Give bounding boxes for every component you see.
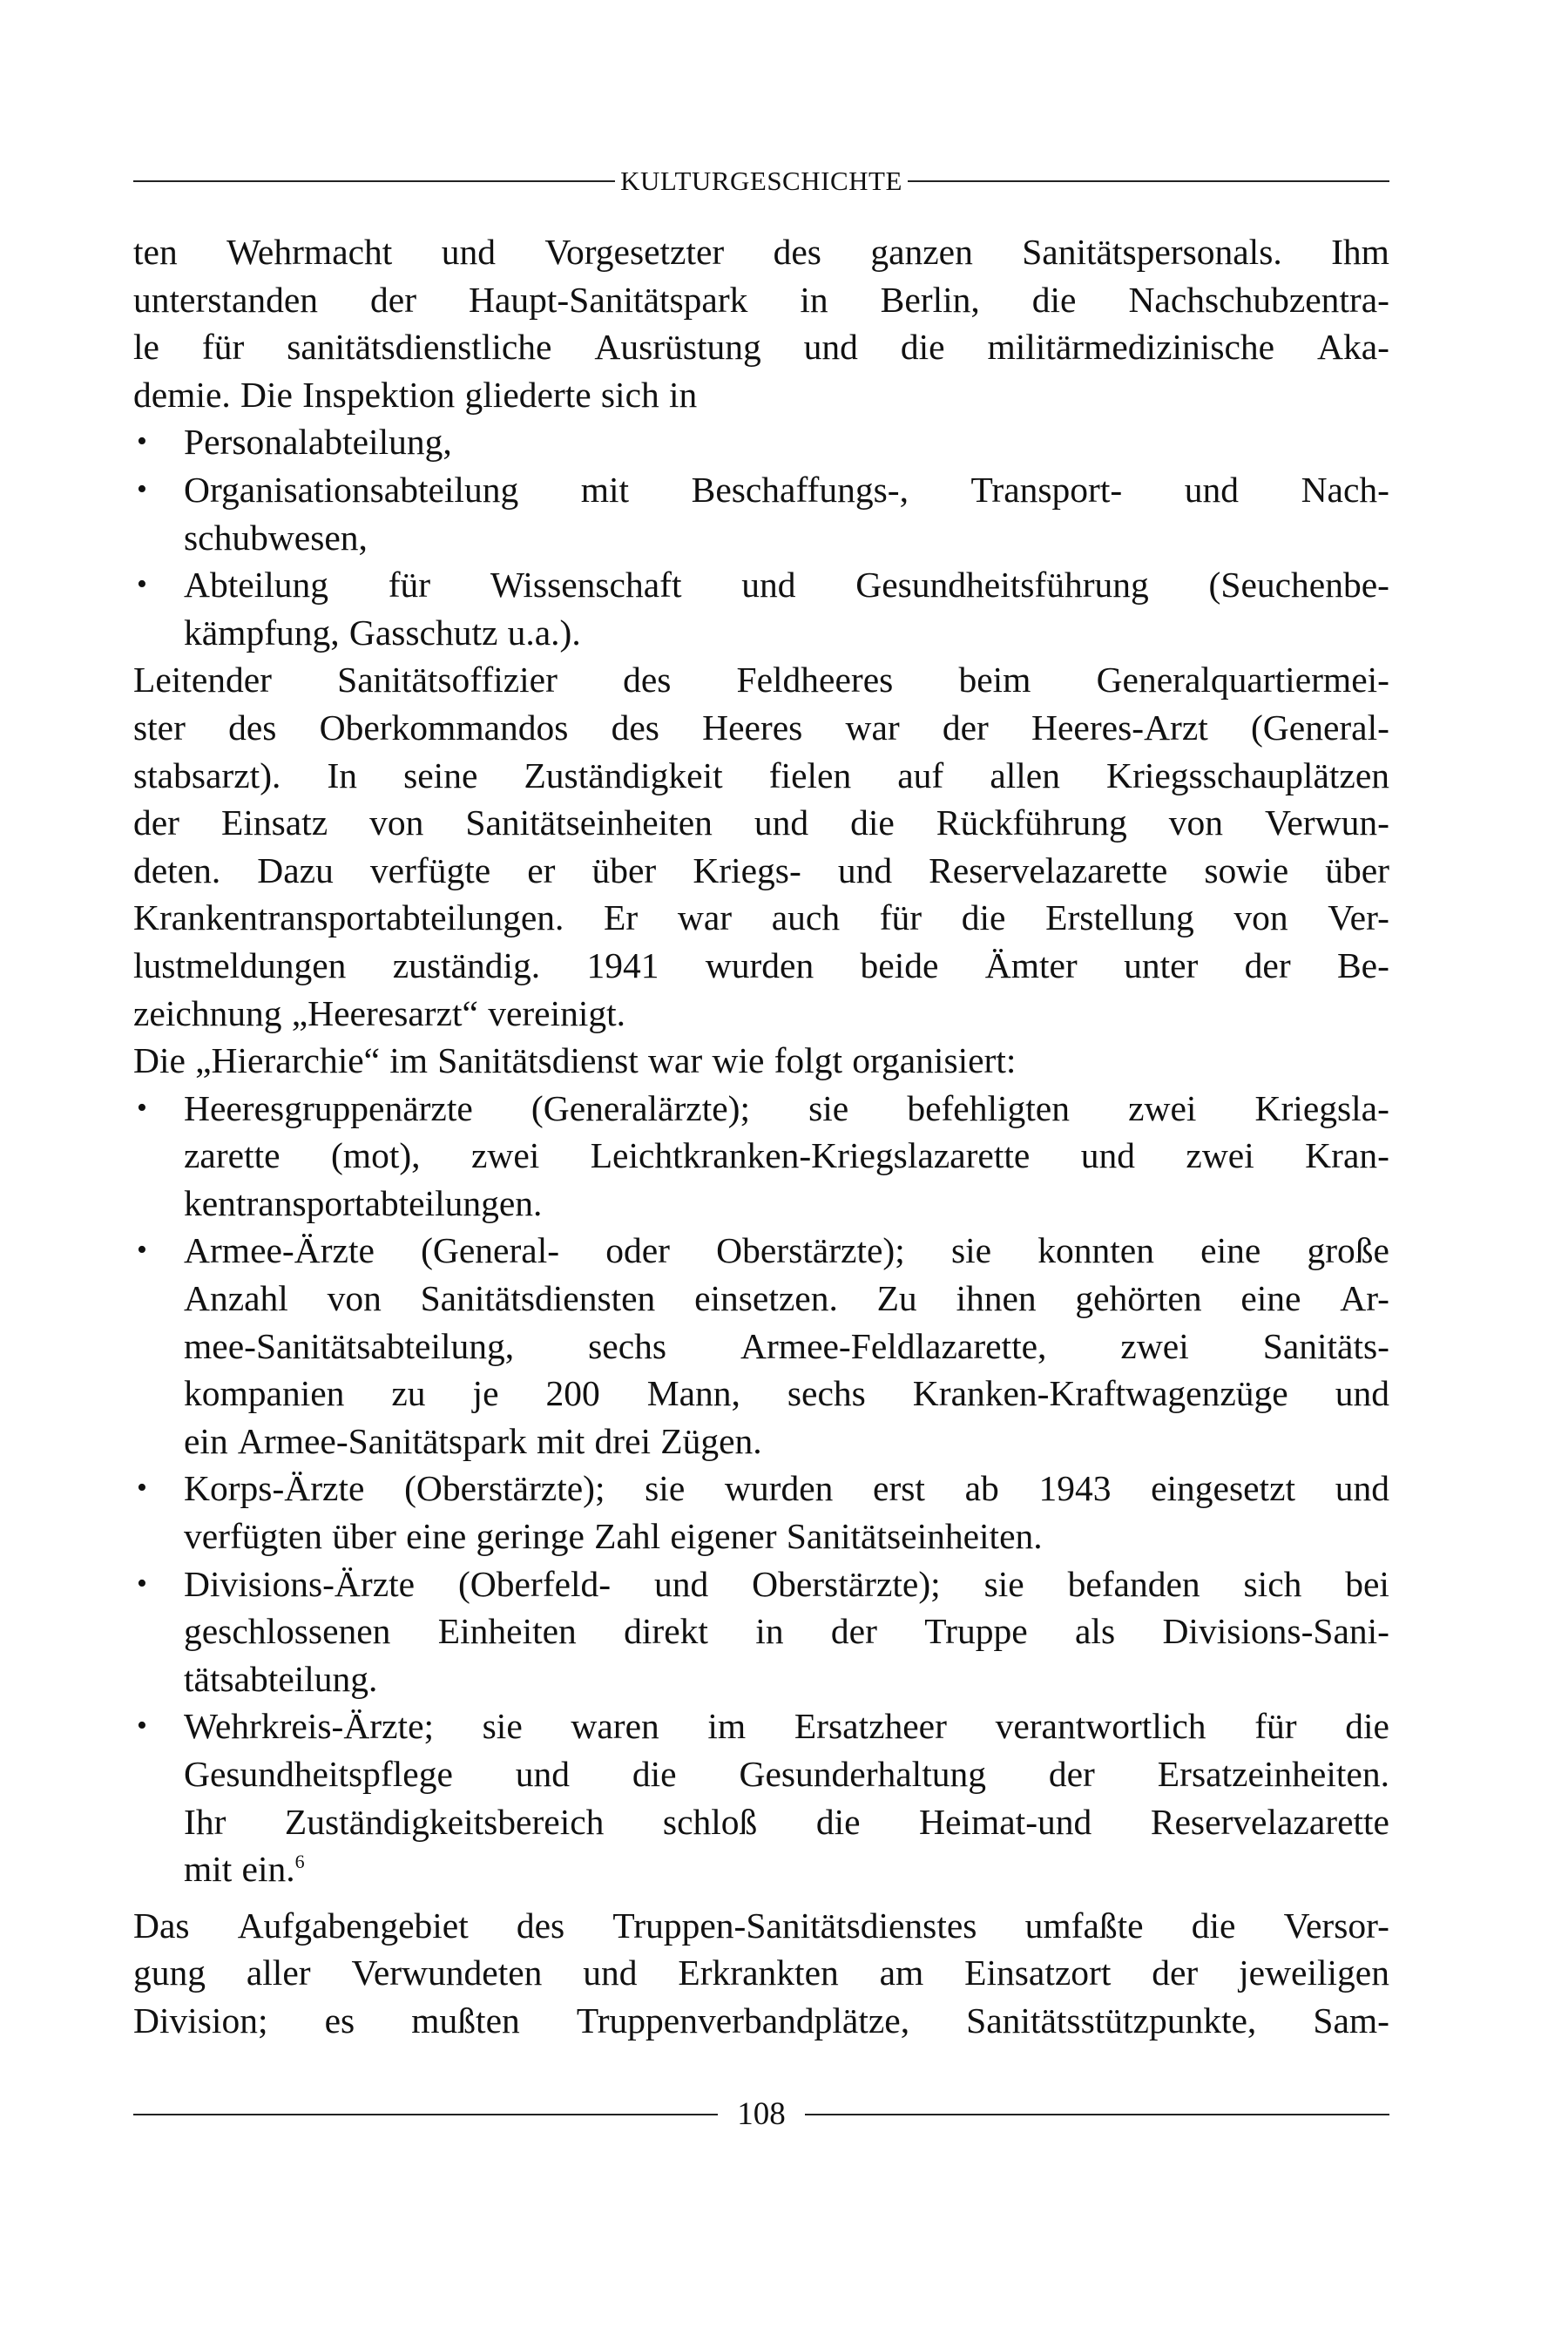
text-line: ten Wehrmacht und Vorgesetzter des ganzen Sanitätspersonals. Ihm [133, 232, 1389, 272]
footer-rule-left [133, 2114, 718, 2115]
running-head-title: KULTURGESCHICHTE [620, 166, 902, 196]
text-line: mee-Sanitätsabteilung, sechs Armee-Feldlazarette, zwei Sanitäts- [184, 1325, 1389, 1366]
text-line: gung aller Verwundeten und Erkrankten am Einsatzort der jeweiligen [133, 1953, 1389, 1993]
bullet-item [133, 1702, 1389, 1892]
text-line: Ihr Zuständigkeitsbereich schloß die Heimat-und Reservelazarette [184, 1801, 1389, 1842]
text-line: tätsabteilung. [184, 1658, 378, 1699]
text-line: stabsarzt). In seine Zuständigkeit fielen auf allen Kriegsschauplätzen [133, 755, 1389, 795]
bullet-icon: • [137, 1709, 147, 1743]
header-rule-left [133, 180, 615, 182]
text-line: • Abteilung für Wissenschaft und Gesundheitsführung (Seuchenbe- [133, 561, 1389, 609]
bullet-icon: • [137, 1472, 147, 1505]
paragraph [133, 228, 1389, 418]
bullet-icon: • [137, 1234, 147, 1267]
bullet-item [133, 1560, 1389, 1703]
text-line: zarette (mot), zwei Leichtkranken-Kriegslazarette und zwei Kran- [184, 1135, 1389, 1176]
text-line: Krankentransportabteilungen. Er war auch für die Erstellung von Ver- [133, 897, 1389, 938]
footer-rule-right [805, 2114, 1389, 2115]
paragraph-gap [133, 1893, 1389, 1902]
paragraph [133, 1037, 1389, 1085]
bullet-icon: • [137, 425, 147, 458]
text-line: verfügten über eine geringe Zahl eigener Sanitätseinheiten. [184, 1516, 1043, 1557]
bullet-item [133, 1465, 1389, 1560]
bullet-item [133, 1227, 1389, 1465]
page-footer [133, 2093, 1389, 2136]
paragraph [133, 656, 1389, 1037]
text-line: zeichnung „Heeresarzt“ vereinigt. [133, 992, 626, 1033]
text-line: Anzahl von Sanitätsdiensten einsetzen. Zu ihnen gehörten eine Ar- [184, 1278, 1389, 1319]
header-rule-right [908, 180, 1389, 182]
text-line: Division; es mußten Truppenverbandplätze, Sanitätsstützpunkte, Sam- [133, 2000, 1389, 2041]
bullet-item [133, 561, 1389, 656]
text-line: ein Armee-Sanitätspark mit drei Zügen. [184, 1420, 762, 1461]
text-line: • Heeresgruppenärzte (Generalärzte); sie befehligten zwei Kriegsla- [133, 1085, 1389, 1133]
text-line: Gesundheitspflege und die Gesunderhaltung der Ersatzeinheiten. [184, 1754, 1389, 1794]
text-line: lustmeldungen zuständig. 1941 wurden beide Ämter unter der Be- [133, 944, 1389, 985]
bullet-item [133, 418, 1389, 466]
page-number: 108 [737, 2096, 786, 2132]
body-text [133, 228, 1389, 2045]
text-line: • Organisationsabteilung mit Beschaffungs-, Transport- und Nach- [133, 466, 1389, 514]
text-line: geschlossenen Einheiten direkt in der Truppe als Divisions-Sani- [184, 1611, 1389, 1652]
text-line: deten. Dazu verfügte er über Kriegs- und Reservelazarette sowie über [133, 849, 1389, 890]
text-line: ster des Oberkommandos des Heeres war der Heeres-Arzt (General- [133, 707, 1389, 748]
text-line: mit ein.$^6$ [184, 1849, 305, 1890]
text-line: • Divisions-Ärzte (Oberfeld- und Oberstärzte); sie befanden sich bei [133, 1560, 1389, 1608]
bullet-icon: • [137, 568, 147, 601]
bullet-icon: • [137, 472, 147, 505]
text-line: Die „Hierarchie“ im Sanitätsdienst war wie folgt organisiert: [133, 1040, 1017, 1081]
text-line: Leitender Sanitätsoffizier des Feldheeres beim Generalquartiermei- [133, 660, 1389, 700]
bullet-icon: • [137, 1567, 147, 1600]
text-line: • Personalabteilung, [133, 418, 1389, 466]
text-line: • Wehrkreis-Ärzte; sie waren im Ersatzheer verantwortlich für die [133, 1702, 1389, 1750]
text-line: kompanien zu je 200 Mann, sechs Kranken-Kraftwagenzüge und [184, 1373, 1389, 1414]
text-line: Das Aufgabengebiet des Truppen-Sanitätsdienstes umfaßte die Versor- [133, 1905, 1389, 1946]
text-line: kentransportabteilungen. [184, 1182, 543, 1223]
text-line: der Einsatz von Sanitätseinheiten und die Rückführung von Verwun- [133, 802, 1389, 843]
bullet-item [133, 466, 1389, 561]
paragraph [133, 1902, 1389, 2045]
text-line: • Armee-Ärzte (General- oder Oberstärzte); sie konnten eine große [133, 1227, 1389, 1275]
text-line: kämpfung, Gasschutz u.a.). [184, 612, 581, 653]
text-line: schubwesen, [184, 517, 368, 558]
text-line: unterstanden der Haupt-Sanitätspark in Berlin, die Nachschubzentra- [133, 279, 1389, 320]
bullet-icon: • [137, 1091, 147, 1124]
text-line: • Korps-Ärzte (Oberstärzte); sie wurden erst ab 1943 eingesetzt und [133, 1465, 1389, 1513]
text-line: demie. Die Inspektion gliederte sich in [133, 374, 698, 415]
text-line: le für sanitätsdienstliche Ausrüstung und die militärmedizinische Aka- [133, 327, 1389, 368]
footnote-reference[interactable]: 6 [294, 1851, 305, 1873]
running-head [133, 164, 1389, 199]
bullet-item [133, 1085, 1389, 1228]
